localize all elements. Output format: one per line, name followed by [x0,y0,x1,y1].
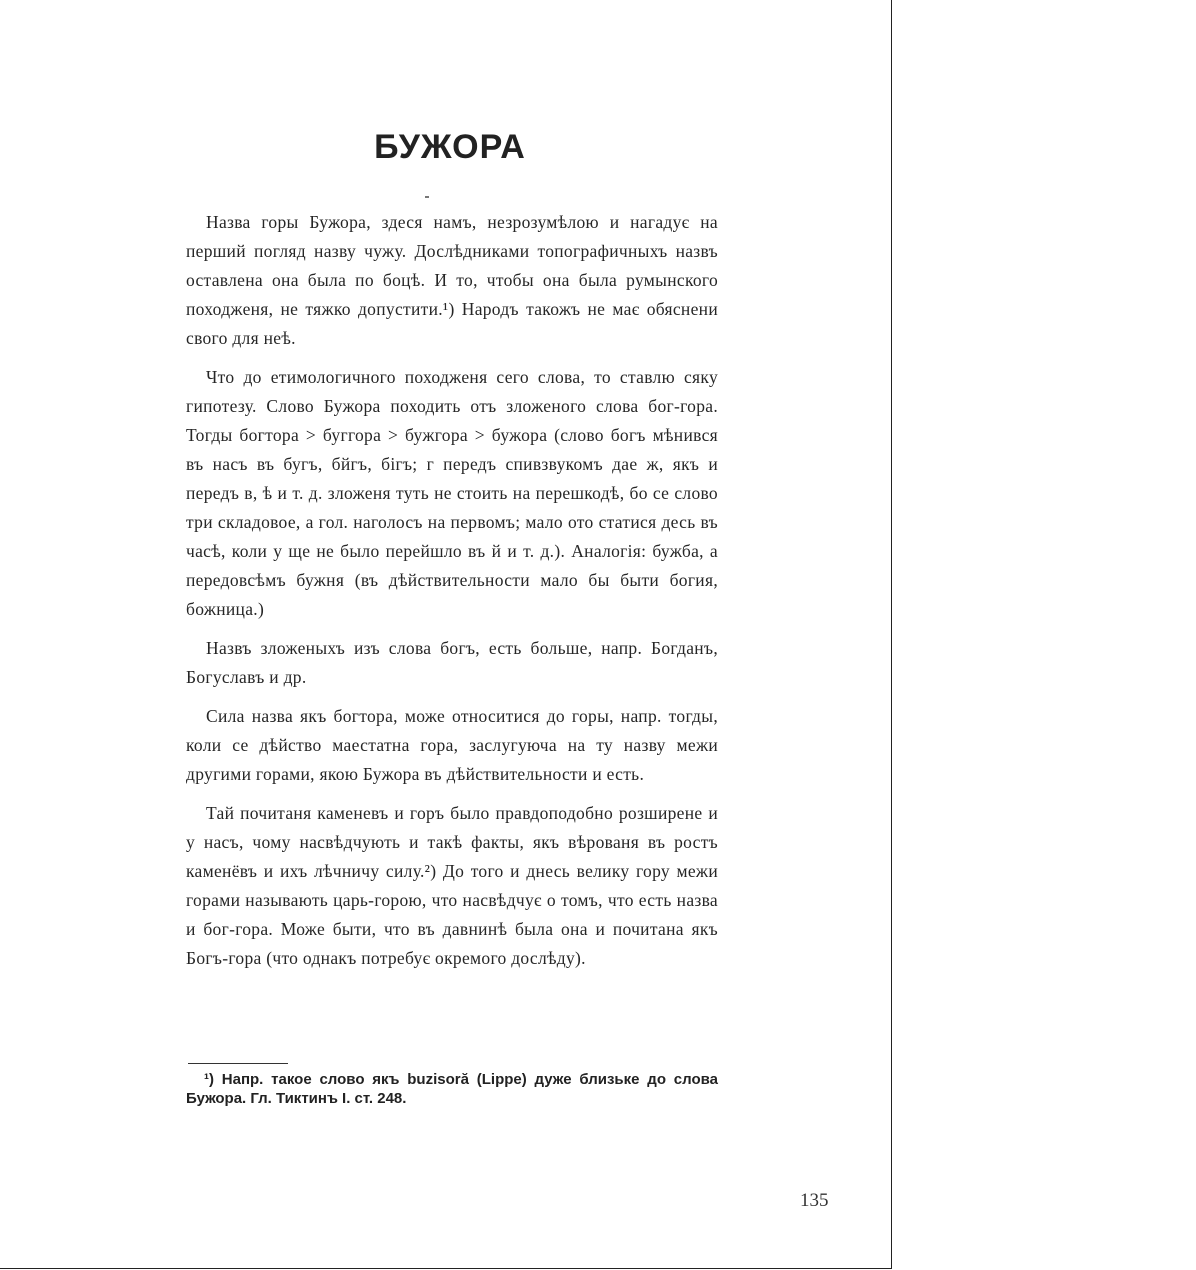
page-title: БУЖОРА [374,128,526,166]
paragraph-4: Сила назва якъ богтора, може относитися до горы, напр. тогды, коли се дѣйство маестатна гора, заслугуюча на ту назву межи другими горами, якою Бужора въ дѣйствительности и есть. [186,706,718,784]
scan-mark [425,196,429,198]
footnote: ¹) Напр. такое слово якъ buzisoră (Lippe) дуже близьке до слова Бужора. Гл. Тиктинъ I. ст. 248. [186,1071,718,1107]
paragraph-5: Тай почитаня каменевъ и горъ было правдоподобно розширене и у насъ, чому насвѣдчують и такѣ факты, якъ вѣрованя въ ростъ каменёвъ и ихъ лѣчничу силу.²) До того и днесь велику гору межи горами называють царь-горою, что насвѣдчує о томъ, что есть назва и бог-гора. Може быти, что въ давнинѣ была она и почитана якъ Богъ-гора (что однакъ потребує окремого дослѣду). [186,803,718,968]
page-number: 135 [800,1190,829,1211]
paragraph-3: Назвъ зложеныхъ изъ слова богъ, есть больше, напр. Богданъ, Богуславъ и др. [186,638,718,687]
article-body [186,208,718,983]
paragraph-2: Что до етимологичного походженя сего слова, то ставлю сяку гипотезу. Слово Бужора походить отъ зложеного слова бог-гора. Тогды богтора > буггора > бужгора > бужора (слово богъ мѣнився въ насъ въ бугъ, бйгъ, бігъ; г передъ спивзвукомъ дае ж, якъ и передъ в, ѣ и т. д. зложеня туть не стоить на перешкодѣ, бо се слово три складовое, а гол. наголосъ на первомъ; мало ото статися десь въ часѣ, коли у ще не было перейшло въ й и т. д.). Аналогія: бужба, а передовсѣмъ бужня (въ дѣйствительности мало бы быти богия, божница.) [186,367,718,619]
paragraph-1: Назва горы Бужора, здеся намъ, незрозумѣлою и нагадує на перший погляд назву чужу. Дослѣдниками топографичныхъ назвъ оставлена она была по боцѣ. И то, чтобы она была румынского походженя, не тяжко допустити.¹) Народъ такожъ не має обяснени свого для неѣ. [186,212,718,348]
footnote-divider [188,1063,288,1064]
